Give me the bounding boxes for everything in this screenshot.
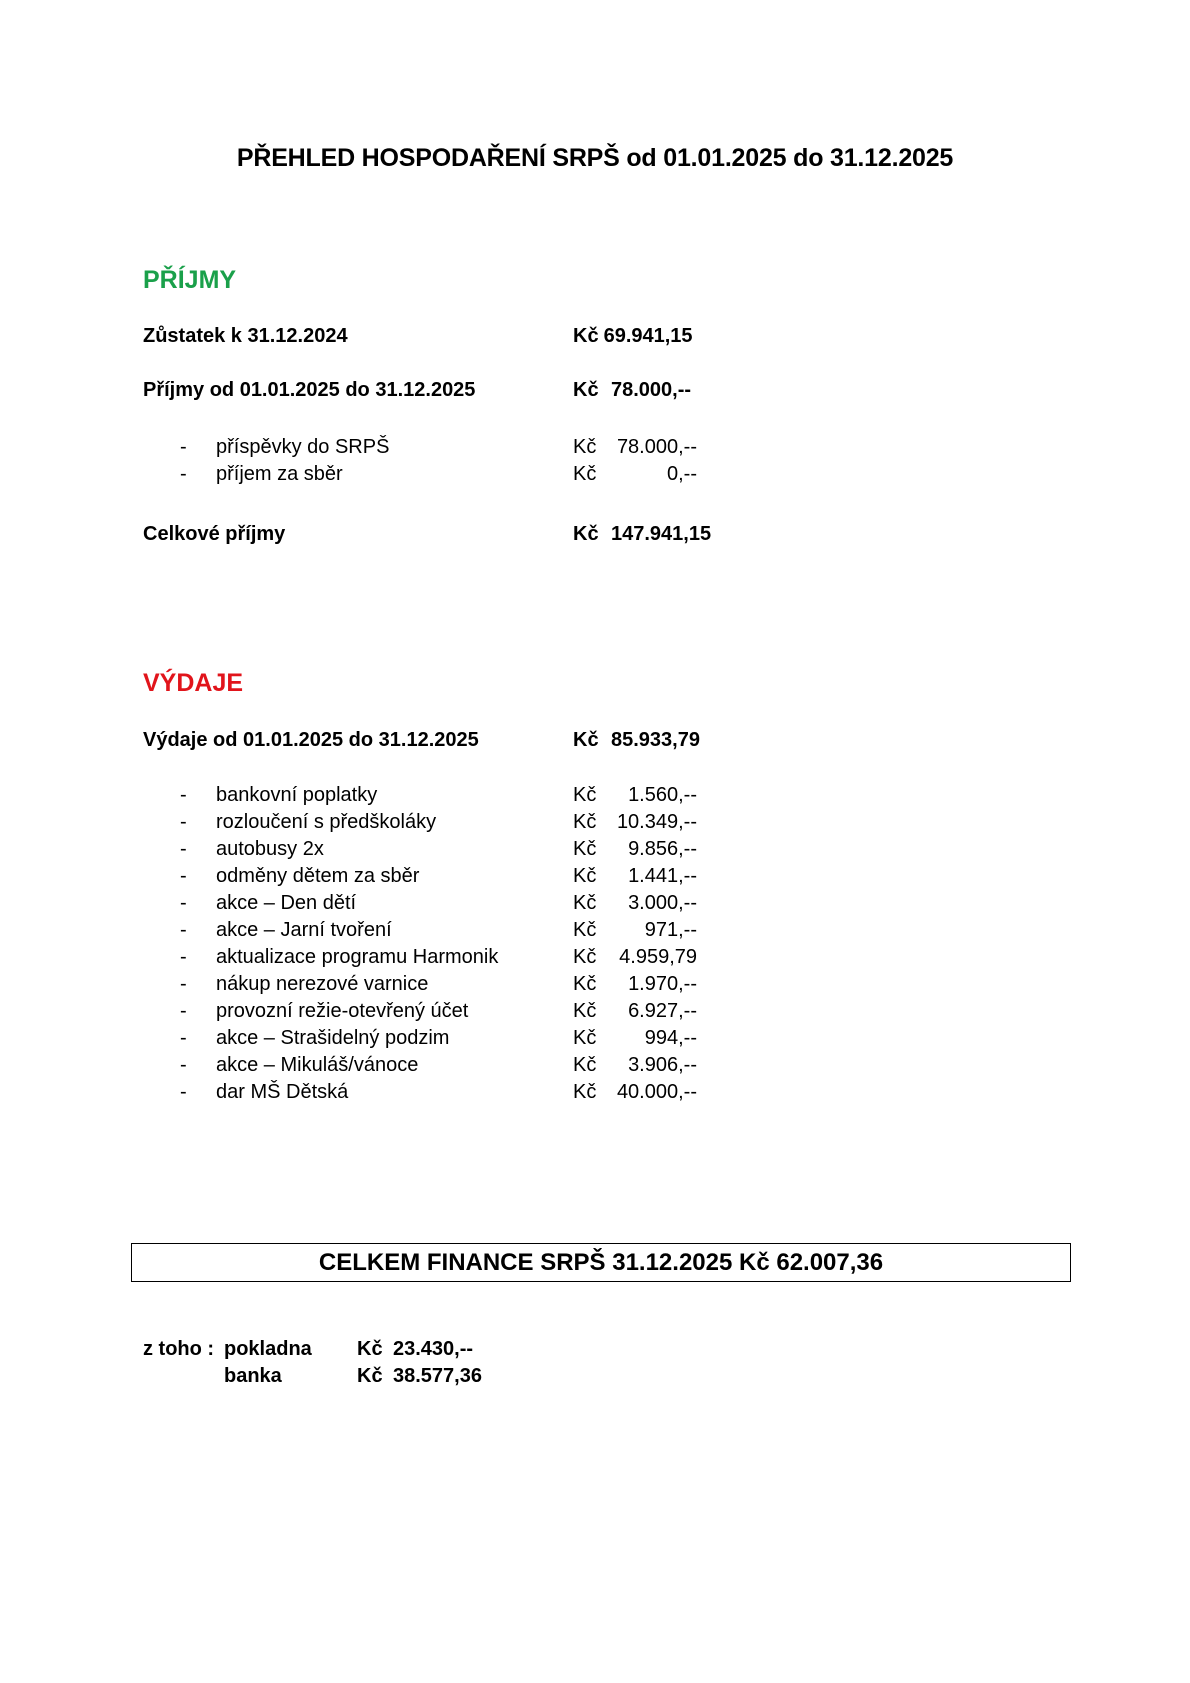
item-value: 0,-- [667,463,697,485]
item-value: 971,-- [644,919,697,941]
item-label: akce – Den dětí [216,892,357,914]
item-label: akce – Mikuláš/vánoce [216,1054,419,1076]
currency-label: Kč [573,838,597,860]
list-item [143,836,703,863]
list-item [143,890,703,917]
currency-label: Kč [573,1081,597,1103]
list-item [143,971,703,998]
split-label: banka [224,1365,282,1387]
list-item [143,434,703,461]
page-title: PŘEHLED HOSPODAŘENÍ SRPŠ od 01.01.2025 do 31.12.2025 [236,144,954,172]
item-value: 9.856,-- [628,838,697,860]
expenses-period-label: Výdaje od 01.01.2025 do 31.12.2025 [143,729,479,751]
item-label: nákup nerezové varnice [216,973,429,995]
list-bullet: - [180,1054,187,1076]
item-label: bankovní poplatky [216,784,378,806]
income-period-value: 78.000,-- [611,379,692,401]
expenses-period-amount [573,729,700,752]
item-label: provozní režie-otevřený účet [216,1000,469,1022]
split-prefix: z toho : [143,1338,215,1360]
currency-label: Kč [573,436,597,458]
split-value: 23.430,-- [393,1338,474,1360]
list-item [143,782,703,809]
item-value: 4.959,79 [619,946,697,968]
income-total-value: 147.941,15 [611,523,712,545]
item-value: 10.349,-- [616,811,697,833]
currency-label: Kč [573,1027,597,1049]
list-bullet: - [180,865,187,887]
income-total-amount [573,523,711,546]
list-bullet: - [180,973,187,995]
list-item [143,917,703,944]
list-item [143,809,703,836]
income-total-label: Celkové příjmy [143,523,286,545]
currency-label: Kč [573,973,597,995]
currency-label: Kč [573,729,599,751]
list-item [143,1052,703,1079]
list-item [143,944,703,971]
item-label: akce – Jarní tvoření [216,919,392,941]
currency-label: Kč [573,523,599,545]
list-bullet: - [180,463,187,485]
item-value: 1.970,-- [628,973,697,995]
split-label: pokladna [224,1338,312,1360]
expenses-heading: VÝDAJE [143,669,244,697]
item-value: 3.906,-- [628,1054,697,1076]
total-finance-box: CELKEM FINANCE SRPŠ 31.12.2025 Kč 62.007,36 [131,1243,1071,1282]
item-label: rozloučení s předškoláky [216,811,437,833]
list-bullet: - [180,919,187,941]
income-balance-label: Zůstatek k 31.12.2024 [143,325,348,347]
item-value: 3.000,-- [628,892,697,914]
currency-label: Kč [573,1000,597,1022]
item-label: aktualizace programu Harmonik [216,946,499,968]
list-item [143,1079,703,1106]
list-item [143,461,703,488]
item-value: 40.000,-- [616,1081,697,1103]
item-value: 1.441,-- [628,865,697,887]
currency-label: Kč [573,946,597,968]
expenses-period-value: 85.933,79 [611,729,700,751]
item-label: dar MŠ Dětská [216,1081,349,1103]
currency-label: Kč [357,1338,383,1360]
list-bullet: - [180,1027,187,1049]
currency-label: Kč [573,379,599,401]
list-bullet: - [180,1000,187,1022]
currency-label: Kč [573,325,599,347]
item-label: příjem za sběr [216,463,343,485]
income-period-amount [573,379,691,402]
income-heading: PŘÍJMY [143,266,237,294]
list-item [143,1025,703,1052]
list-bullet: - [180,1081,187,1103]
item-label: odměny dětem za sběr [216,865,420,887]
list-bullet: - [180,946,187,968]
currency-label: Kč [573,865,597,887]
list-bullet: - [180,784,187,806]
list-bullet: - [180,892,187,914]
list-bullet: - [180,436,187,458]
item-value: 1.560,-- [628,784,697,806]
split-value: 38.577,36 [393,1365,482,1387]
item-value: 994,-- [644,1027,697,1049]
currency-label: Kč [573,811,597,833]
currency-label: Kč [573,784,597,806]
currency-label: Kč [573,892,597,914]
list-item [143,863,703,890]
item-value: 6.927,-- [628,1000,697,1022]
currency-label: Kč [357,1365,383,1387]
item-value: 78.000,-- [616,436,697,458]
income-balance-amount [573,325,693,348]
currency-label: Kč [573,1054,597,1076]
income-period-label: Příjmy od 01.01.2025 do 31.12.2025 [143,379,476,401]
item-label: akce – Strašidelný podzim [216,1027,450,1049]
currency-label: Kč [573,919,597,941]
currency-label: Kč [573,463,597,485]
item-label: autobusy 2x [216,838,324,860]
list-bullet: - [180,811,187,833]
income-balance-value: 69.941,15 [603,325,693,347]
list-bullet: - [180,838,187,860]
item-label: příspěvky do SRPŠ [216,436,390,458]
list-item [143,998,703,1025]
